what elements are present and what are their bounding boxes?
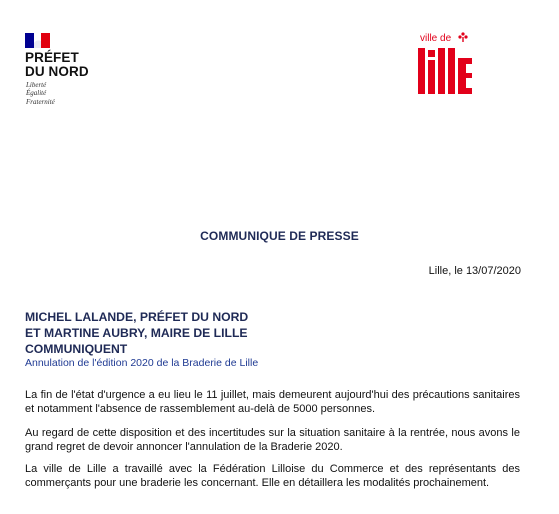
subheading: Annulation de l'édition 2020 de la Braderie de Lille (25, 357, 259, 369)
prefet-logo-title (25, 51, 89, 79)
prefet-title-line-1: PRÉFET (25, 50, 79, 65)
heading-line-3: COMMUNIQUENT (25, 342, 128, 356)
date-line: Lille, le 13/07/2020 (428, 265, 521, 277)
ville-de-lille-logo (410, 30, 478, 98)
svg-text:ville de: ville de (420, 33, 452, 44)
press-heading (25, 309, 248, 357)
heading-line-1: MICHEL LALANDE, PRÉFET DU NORD (25, 310, 249, 324)
heading-line-2: ET MARTINE AUBRY, MAIRE DE LILLE (25, 326, 248, 340)
paragraph-3: La ville de Lille a travaillé avec la Fédération Lilloise du Commerce et des représentants des commerçants pour une braderie les concernant. Elle en détaillera les modalités prochainement. (25, 463, 520, 489)
french-flag-icon (25, 33, 50, 48)
paragraph-2: Au regard de cette disposition et des incertitudes sur la situation sanitaire à la rentrée, nous avons le grand regret de devoir annoncer l'annulation de la Braderie 2020. (25, 427, 520, 453)
document-title: COMMUNIQUE DE PRESSE (200, 229, 359, 243)
motto-liberte: Liberté (26, 81, 47, 89)
republic-motto (26, 81, 55, 106)
motto-egalite: Égalité (26, 89, 47, 98)
paragraph-1: La fin de l'état d'urgence a eu lieu le 11 juillet, mais demeurent aujourd'hui des précautions sanitaires et notamment l'absence de rassemblement au-delà de 5000 personnes. (25, 389, 520, 415)
motto-fraternite: Fraternité (26, 97, 55, 106)
prefet-title-line-2: DU NORD (25, 64, 89, 79)
